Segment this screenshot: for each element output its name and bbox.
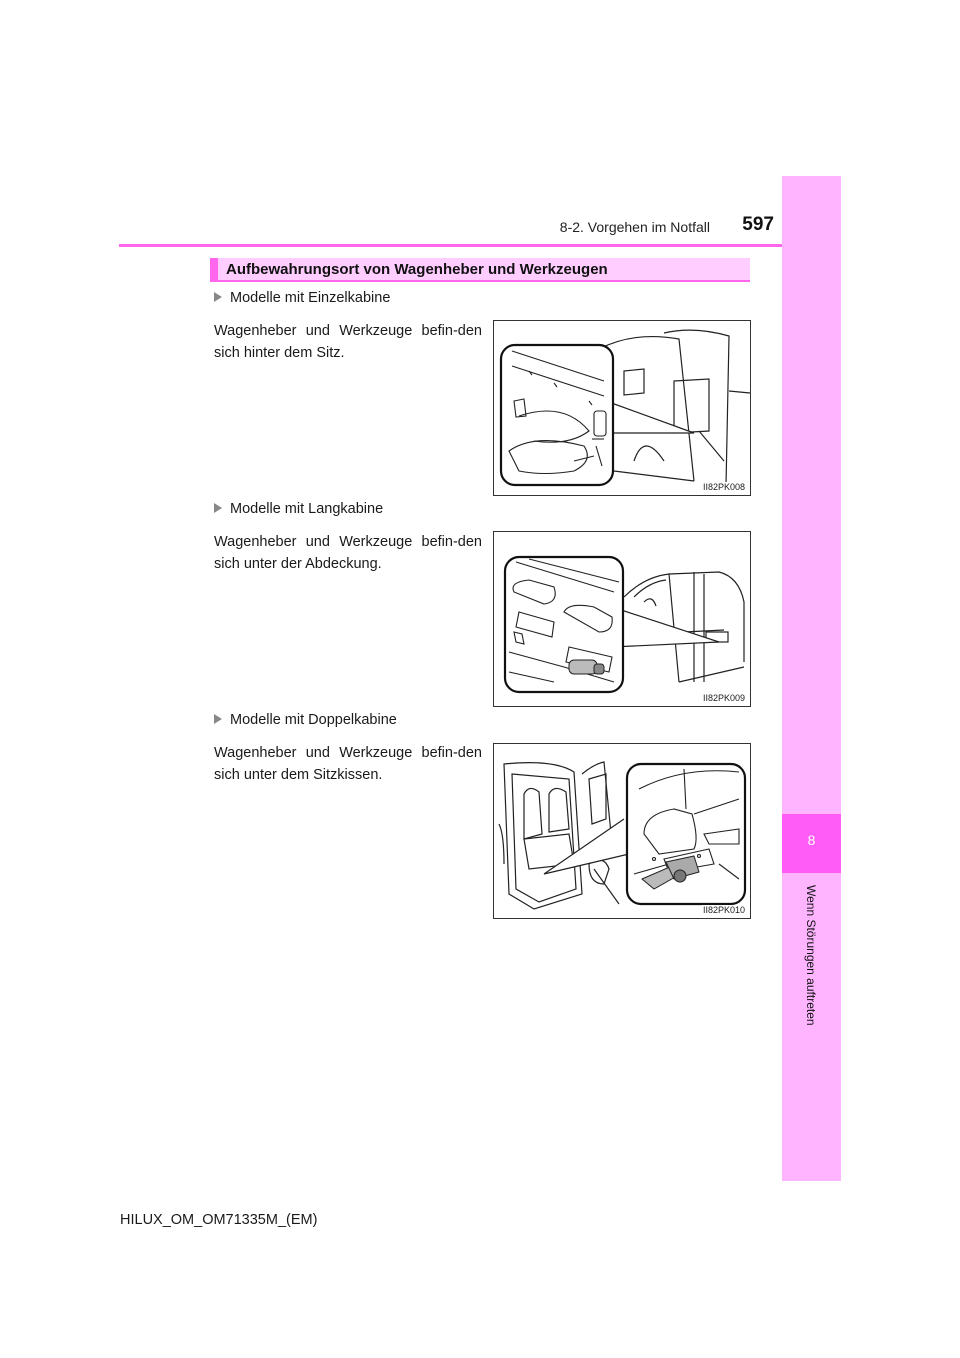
figure-extra-cab	[493, 531, 751, 707]
triangle-bullet-icon	[214, 292, 222, 302]
instruction-text-double-cab	[214, 742, 482, 786]
chapter-title: Wenn Störungen auftreten	[804, 885, 818, 1026]
chapter-side-tab	[782, 176, 841, 1181]
triangle-bullet-icon	[214, 503, 222, 513]
header-divider	[119, 244, 841, 247]
section-title-bar	[210, 258, 750, 282]
section-accent-marker	[210, 258, 218, 280]
figure-code: II82PK008	[702, 482, 745, 492]
car-seat-illustration-icon	[494, 321, 750, 495]
seat-cushion-illustration-icon	[494, 744, 750, 918]
bullet-label: Modelle mit Einzelkabine	[230, 290, 391, 306]
figure-double-cab	[493, 743, 751, 919]
document-code: HILUX_OM_OM71335M_(EM)	[120, 1212, 318, 1228]
figure-code: II82PK009	[702, 693, 745, 703]
cab-cover-illustration-icon	[494, 532, 750, 706]
paragraph-text: Wagenheber und Werkzeuge befin-den sich unter dem Sitzkissen.	[214, 745, 482, 783]
instruction-text-single-cab	[214, 320, 482, 364]
triangle-bullet-icon	[214, 714, 222, 724]
header-section-title: 8-2. Vorgehen im Notfall	[559, 219, 710, 235]
bullet-label: Modelle mit Doppelkabine	[230, 712, 397, 728]
page-number: 597	[742, 214, 774, 235]
section-title: Aufbewahrungsort von Wagenheber und Werkzeugen	[226, 261, 608, 278]
figure-code: II82PK010	[702, 905, 745, 915]
paragraph-text: Wagenheber und Werkzeuge befin-den sich unter der Abdeckung.	[214, 534, 482, 572]
chapter-number: 8	[807, 832, 816, 848]
bullet-label: Modelle mit Langkabine	[230, 501, 384, 517]
model-heading-extra-cab	[214, 501, 383, 517]
model-heading-single-cab	[214, 290, 390, 306]
paragraph-text: Wagenheber und Werkzeuge befin-den sich hinter dem Sitz.	[214, 323, 482, 361]
model-heading-double-cab	[214, 712, 397, 728]
figure-single-cab	[493, 320, 751, 496]
instruction-text-extra-cab	[214, 531, 482, 575]
